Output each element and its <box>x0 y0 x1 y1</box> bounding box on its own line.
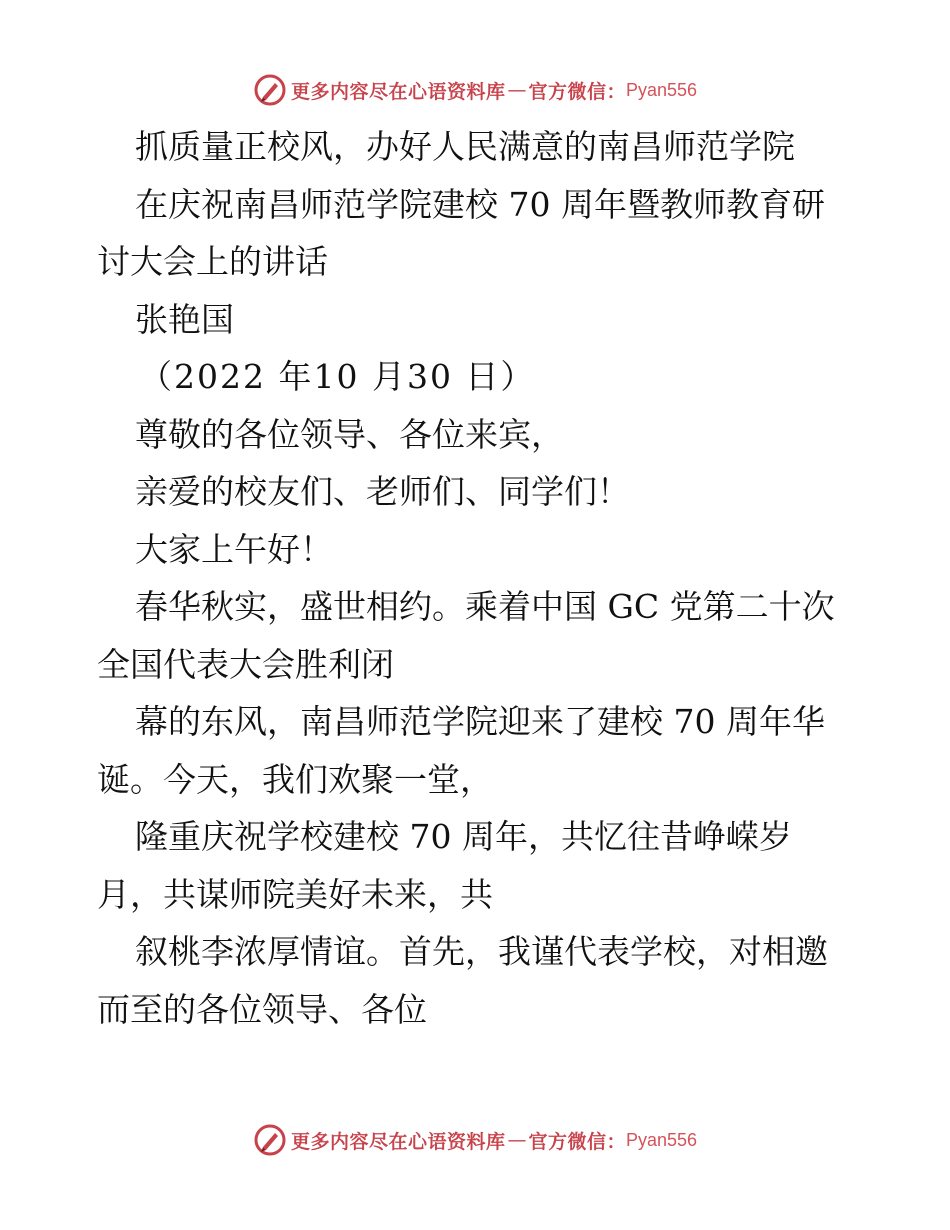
banner-wechat-id: Pyan556 <box>625 1129 698 1150</box>
pen-logo-icon <box>253 73 287 107</box>
salutation-line: 亲爱的校友们、老师们、同学们！ <box>135 472 630 511</box>
body-line: 隆重庆祝学校建校 70 周年，共忆往昔峥嵘岁 <box>135 817 792 856</box>
body-line: 月，共谋师院美好未来，共 <box>97 874 493 914</box>
document-title: 抓质量正校风，办好人民满意的南昌师范学院 <box>135 127 795 166</box>
subtitle-line: 讨大会上的讲话 <box>97 242 328 281</box>
body-line: 幕的东风，南昌师范学院迎来了建校 70 周年华 <box>135 702 825 741</box>
subtitle-line: 在庆祝南昌师范学院建校 70 周年暨教师教育研 <box>135 184 825 224</box>
banner-wechat-label: 官方微信： <box>528 80 626 103</box>
banner-dash: — <box>507 1129 527 1151</box>
banner-text: 更多内容尽在心语资料库 <box>290 1130 506 1153</box>
pen-logo-icon <box>253 1123 287 1157</box>
author-name: 张艳国 <box>135 299 234 339</box>
banner-dash: — <box>507 79 527 101</box>
header-watermark-banner <box>0 70 950 110</box>
speech-date: （2022 年10 月30 日） <box>139 357 536 396</box>
banner-text: 更多内容尽在心语资料库 <box>290 80 506 103</box>
body-line: 诞。今天，我们欢聚一堂， <box>97 759 493 799</box>
greeting-line: 大家上午好！ <box>135 529 333 569</box>
banner-wechat-label: 官方微信： <box>528 1130 626 1153</box>
salutation-line: 尊敬的各位领导、各位来宾， <box>135 414 564 454</box>
document-body <box>97 118 857 1038</box>
body-line: 而至的各位领导、各位 <box>97 989 427 1029</box>
banner-wechat-id: Pyan556 <box>625 79 698 100</box>
body-line: 春华秋实，盛世相约。乘着中国 GC 党第二十次 <box>135 587 835 626</box>
body-line: 全国代表大会胜利闭 <box>97 644 394 684</box>
body-line: 叙桃李浓厚情谊。首先，我谨代表学校，对相邀 <box>135 932 828 971</box>
footer-watermark-banner <box>0 1120 950 1160</box>
